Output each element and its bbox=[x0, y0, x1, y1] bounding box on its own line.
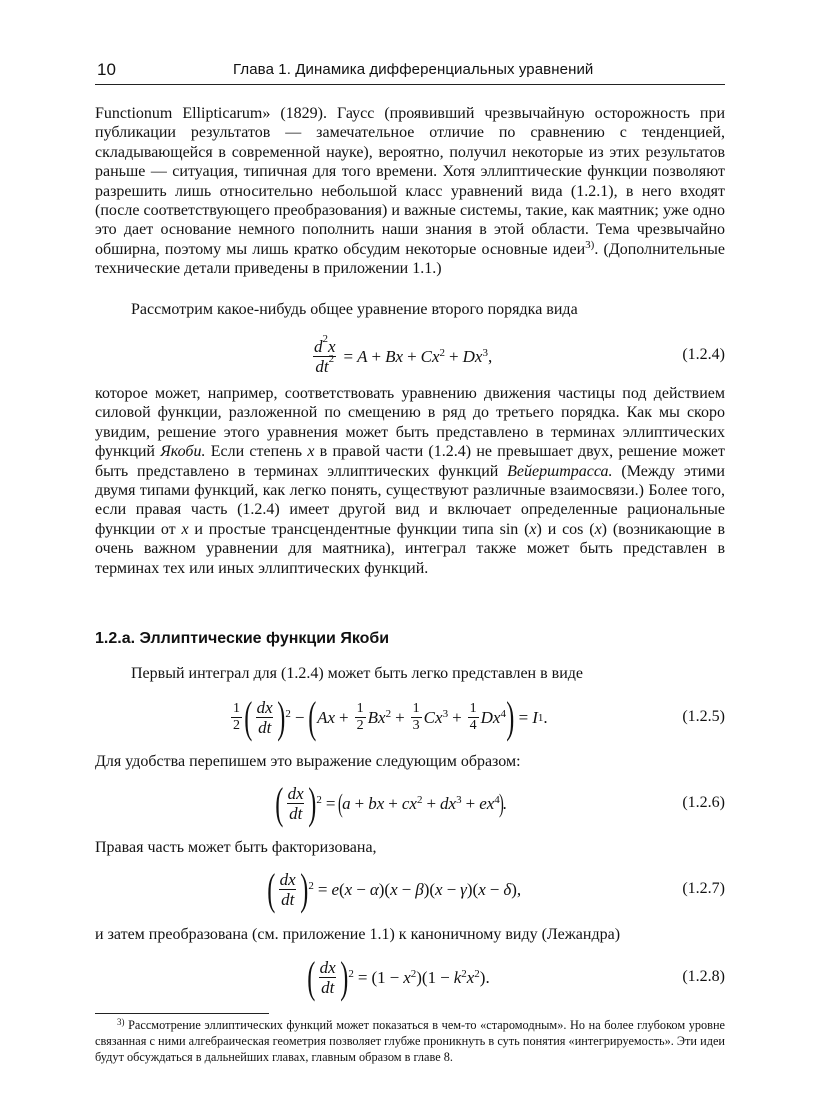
equation-1-2-5: $\frac{1}{2}$ ( $\frac{dx}{dt}$ ) $^2$ − ( Ax + $\frac{1}{2}$ Bx $^2$ + $\frac{1}{3}$ Cx $^3$ + $\frac{1}{4}$ Dx $^4$ ) = I 1 . (1.2.5) bbox=[233, 693, 725, 743]
equation-number: (1.2.6) bbox=[682, 794, 725, 811]
math-var: x bbox=[181, 520, 189, 538]
footnote-mark: 3) bbox=[117, 1017, 125, 1027]
fraction-third: $\frac{1}{3}$ bbox=[412, 701, 420, 734]
derivative-fraction: $\frac{dx}{dt}$ bbox=[279, 869, 296, 910]
paragraph-canonical: и затем преобразована (см. приложение 1.1) к каноничному виду (Лежандра) bbox=[95, 926, 621, 943]
equation-1-2-6: ( $\frac{dx}{dt}$ ) $^2$ = ( a + bx + cx $^2$ + dx $^3$ + ex $^4$ ) . (1.2.6) bbox=[275, 779, 725, 829]
equation-number: (1.2.4) bbox=[682, 346, 725, 363]
footnote-reference: 3) bbox=[585, 238, 595, 251]
text-run: и простые трансцендентные функции типа sin ( bbox=[188, 520, 530, 538]
equation-number: (1.2.7) bbox=[682, 880, 725, 897]
fraction-quarter: $\frac{1}{4}$ bbox=[469, 701, 477, 734]
equation-1-2-8: ( $\frac{dx}{dt}$ ) $^2$ = (1 − x $^2$ )(1 − k $^2$ x $^2$ ). (1.2.8) bbox=[307, 953, 725, 1003]
fraction-half: $\frac{1}{2}$ bbox=[233, 701, 240, 734]
text-run: которое может, например, соответствовать уравнению движения частицы под действием силовой функции, разложенной по смещению в ряд до третьего порядка. Как мы скоро увидим, решение этого уравнения может быть представлено в терминах эллиптических функций bbox=[95, 385, 725, 461]
page-number: 10 bbox=[97, 60, 116, 79]
paragraph-first-integral: Первый интеграл для (1.2.4) может быть легко представлен в виде bbox=[131, 665, 584, 682]
text-run: (Между этими двумя типами функций, как легко понять, существуют различные взаимосвязи.) Более того, если правая часть (1.2.4) имеет другой вид и включает определенные рациональные функции от bbox=[95, 462, 725, 538]
paragraph-explanation bbox=[95, 384, 725, 578]
fraction-half: $\frac{1}{2}$ bbox=[356, 701, 364, 734]
equation-1-2-4: $\frac{d^2x}{dt^2}$ = A + Bx + Cx $^2$ + Dx $^3$ , (1.2.4) bbox=[314, 332, 725, 377]
paragraph-rewrite: Для удобства перепишем это выражение следующим образом: bbox=[95, 753, 521, 770]
equation-number: (1.2.5) bbox=[682, 708, 725, 725]
math-var: x bbox=[594, 520, 602, 538]
text-run: ) (возникающие в очень важном уравнении для маятника), интеграл также может быть представлен в терминах тех или иных эллиптических функций. bbox=[95, 520, 725, 577]
equation-number: (1.2.8) bbox=[682, 968, 725, 985]
math-var: x bbox=[529, 520, 537, 538]
running-header bbox=[95, 58, 725, 85]
derivative-fraction: $\frac{dx}{dt}$ bbox=[256, 697, 273, 738]
section-heading: 1.2.a. Эллиптические функции Якоби bbox=[95, 630, 390, 647]
paragraph-consider: Рассмотрим какое-нибудь общее уравнение второго порядка вида bbox=[131, 301, 578, 318]
paragraph-intro-text: Functionum Ellipticarum» (1829). Гаусс (проявивший чрезвычайную осторожность при публикации результатов — замечательное отличие по сравнению с тенденцией, складывающейся в современной науке), вероятно, получил некоторые из этих результатов раньше — ситуация, типичная для того времени. Хотя эллиптические функции позволяют разрешить лишь относительно небольшой класс уравнений вида (1.2.1), в него входят (после соответствующего преобразования) и важные системы, такие, как маятник; уже одно это дает основание немного пополнить наши знания в этой области. Тема чрезвычайно обширна, поэтому мы лишь кратко обсудим некоторые основные идеи bbox=[95, 105, 725, 258]
footnote-divider bbox=[95, 1013, 269, 1014]
second-derivative-fraction: $\frac{d^2x}{dt^2}$ bbox=[314, 332, 336, 377]
text-run: в правой части (1.2.4) не превышает двух, решение может быть представлено в терминах эллиптических функций bbox=[95, 443, 725, 480]
derivative-fraction: $\frac{dx}{dt}$ bbox=[319, 957, 336, 998]
text-run: ) и cos ( bbox=[536, 520, 595, 538]
derivative-fraction: $\frac{dx}{dt}$ bbox=[287, 783, 304, 824]
paragraph-factorize: Правая часть может быть факторизована, bbox=[95, 839, 377, 856]
paragraph-intro bbox=[95, 104, 725, 279]
equation-1-2-7: ( $\frac{dx}{dt}$ ) $^2$ = e ( x − α )( x − β )( x − γ )( x − δ ), (1.2.7) bbox=[267, 865, 725, 915]
footnote bbox=[95, 1018, 725, 1065]
chapter-title: Глава 1. Динамика дифференциальных уравнений bbox=[233, 61, 594, 78]
term-jacobi: Якоби. bbox=[160, 443, 206, 461]
footnote-text: Рассмотрение эллиптических функций может показаться в чем-то «старомодным». Но на более глубоком уровне связанная с ними алгебраическая геометрия позволяет глубже проникнуть в суть понятия «интегрируемость». Эти идеи будут обсуждаться в дальнейших главах, главным образом в главе 8. bbox=[95, 1018, 725, 1064]
text-run: Если степень bbox=[205, 443, 308, 461]
math-var: x bbox=[307, 443, 315, 461]
term-weierstrass: Вейерштрасса. bbox=[507, 462, 613, 480]
paragraph-intro-text-end: . (Дополнительные технические детали приведены в приложении 1.1.) bbox=[95, 240, 725, 278]
